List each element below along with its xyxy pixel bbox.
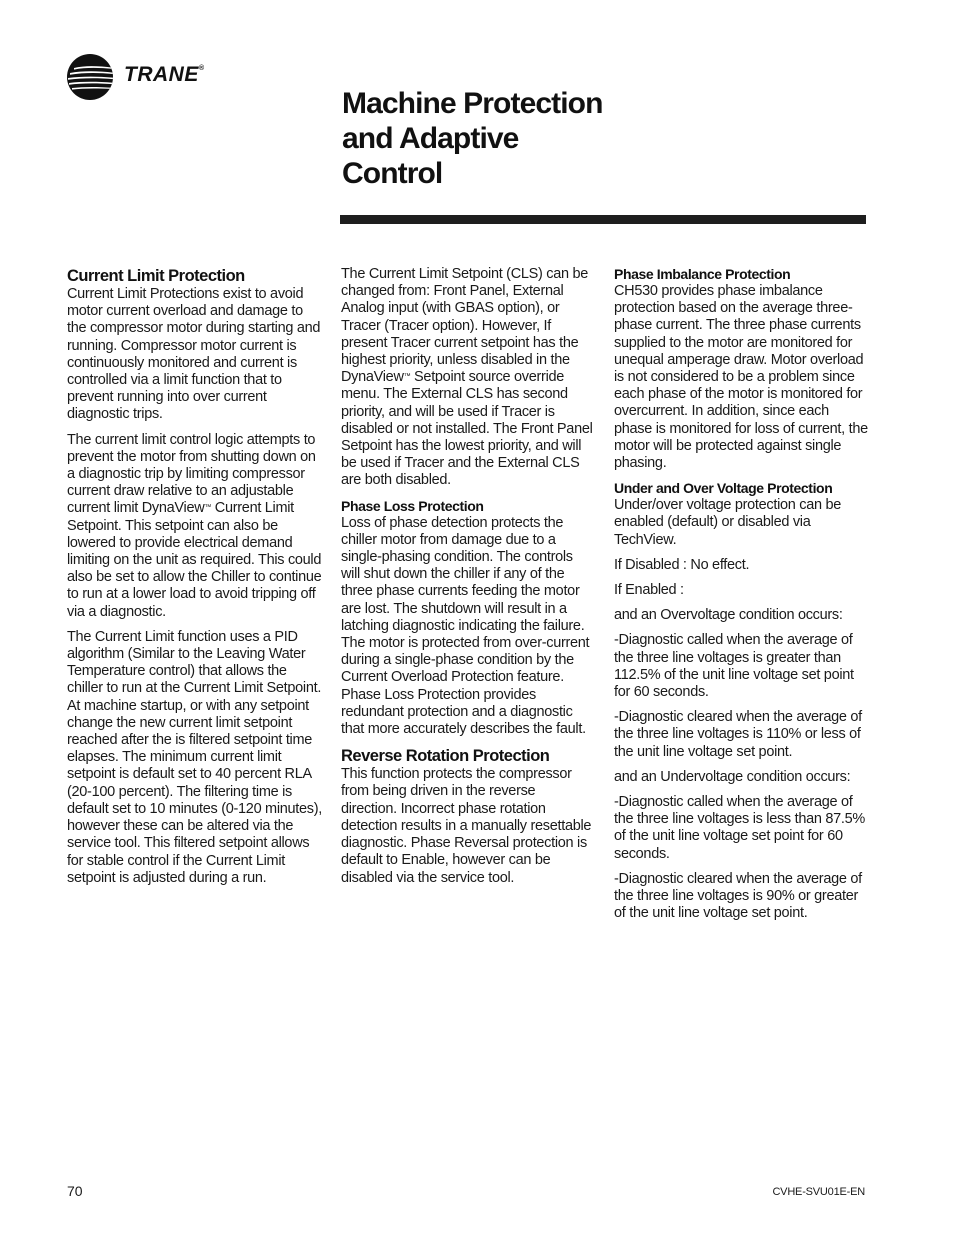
heading-reverse-rotation-protection: Reverse Rotation Protection (341, 747, 550, 766)
trane-globe-logo-icon (66, 53, 114, 101)
column-2 (341, 266, 593, 895)
paragraph-if-disabled: If Disabled : No effect. (614, 556, 750, 573)
title-line-1: Machine Protection (342, 87, 603, 120)
paragraph-current-limit-logic: The current limit control logic attempts to prevent the motor from shutting down on a diagnostic trip by limiting compressor current draw relative to an adjustable current limit DynaView™ Current Limit Setpoint. This setpoint can also be lowered to provide electrical demand limiting on the unit as required. This could also be set to allow the Chiller to continue to run at a lower load to avoid tripping off via a diagnostic. (67, 431, 322, 620)
title-rule-divider (340, 215, 866, 224)
paragraph-current-limit-pid: The Current Limit function uses a PID algorithm (Similar to the Leaving Water Temperature control) that allows the chiller to run at the Current Limit Setpoint. At machine startup, or with any setpoint change the new current limit setpoint reached after the is filtered setpoint time elapses. The minimum current limit setpoint is default set to 40 percent RLA (20-100 percent). The filtering time is default set to 10 minutes (0-120 minutes), however these can be altered via the service tool. This filtered setpoint allows for stable control if the Current Limit setpoint is adjusted during a run. (67, 628, 322, 886)
document-code: CVHE-SVU01E-EN (772, 1186, 865, 1198)
heading-under-over-voltage-protection: Under and Over Voltage Protection (614, 480, 833, 497)
column-3 (614, 266, 870, 931)
page-title (342, 86, 762, 191)
paragraph-overvoltage-called: -Diagnostic called when the average of the three line voltages is greater than 112.5% of the unit line voltage set point for 60 seconds. (614, 632, 854, 701)
title-line-2: and Adaptive (342, 122, 519, 155)
heading-phase-loss-protection: Phase Loss Protection (341, 497, 484, 514)
paragraph-undervoltage-called: -Diagnostic called when the average of the three line voltages is less than 87.5% of the unit line voltage set point for 60 seconds. (614, 794, 865, 862)
trademark-mark: ™ (403, 373, 411, 381)
paragraph-reverse-rotation: This function protects the compressor from being driven in the reverse direction. Incorrect phase rotation detection results in a manually resettable diagnostic. Phase Reversal protection is default to Enable, however can be disabled via the service tool. (341, 766, 592, 886)
paragraph-phase-imbalance: CH530 provides phase imbalance protection based on the average three-phase current. The three phase currents supplied to the motor are monitored for unequal amperage draw. Motor overload is not considered to be a problem since each phase of the motor is monitored for overcurrent. In addition, since each phase is monitored for loss of current, the motor will be protected against single phasing. (614, 283, 868, 472)
column-1 (67, 266, 323, 895)
paragraph-undervoltage-cleared: -Diagnostic cleared when the average of the three line voltages is 90% or greater of the unit line voltage set point. (614, 870, 862, 922)
paragraph-overvoltage-cleared: -Diagnostic cleared when the average of the three line voltages is 110% or less of the unit line voltage set point. (614, 709, 862, 760)
paragraph-current-limit-intro: Current Limit Protections exist to avoid motor current overload and damage to the compressor motor during starting and running. Compressor motor current is continuously monitored and current is controlled via a limit function that to prevent running into over current diagnostic trips. (67, 286, 321, 423)
paragraph-overvoltage-condition: and an Overvoltage condition occurs: (614, 607, 843, 624)
heading-current-limit-protection: Current Limit Protection (67, 267, 245, 285)
title-line-3: Control (342, 157, 443, 190)
page-number: 70 (67, 1183, 83, 1199)
logo-wordmark: TRANE® (124, 63, 205, 86)
heading-phase-imbalance-protection: Phase Imbalance Protection (614, 266, 791, 282)
trademark-mark: ™ (204, 504, 212, 512)
registered-mark: ® (198, 65, 205, 72)
paragraph-undervoltage-condition: and an Undervoltage condition occurs: (614, 768, 851, 785)
paragraph-current-limit-setpoint: The Current Limit Setpoint (CLS) can be changed from: Front Panel, External Analog input (with GBAS option), or Tracer (Tracer option). However, If present Tracer current setpoint has the highest priority, unless disabled in the DynaView™ Setpoint source override menu. The External CLS has second priority, and will be used if Tracer is disabled or not installed. The Front Panel Setpoint has the lowest priority, and will be used if Tracer and the External CLS are both disabled. (341, 266, 593, 489)
trane-logo (66, 53, 216, 103)
paragraph-if-enabled: If Enabled : (614, 582, 684, 599)
paragraph-voltage-intro: Under/over voltage protection can be enabled (default) or disabled via TechView. (614, 497, 841, 548)
paragraph-phase-loss: Loss of phase detection protects the chiller motor from damage due to a single-phasing condition. The controls will shut down the chiller if any of the three phase currents feeding the motor are lost. The shutdown will result in a latching diagnostic indicating the failure. The motor is protected from over-current during a single-phase condition by the Current Overload Protection feature. Phase Loss Protection provides redundant protection and a diagnostic that more accurately describes the fault. (341, 514, 590, 738)
